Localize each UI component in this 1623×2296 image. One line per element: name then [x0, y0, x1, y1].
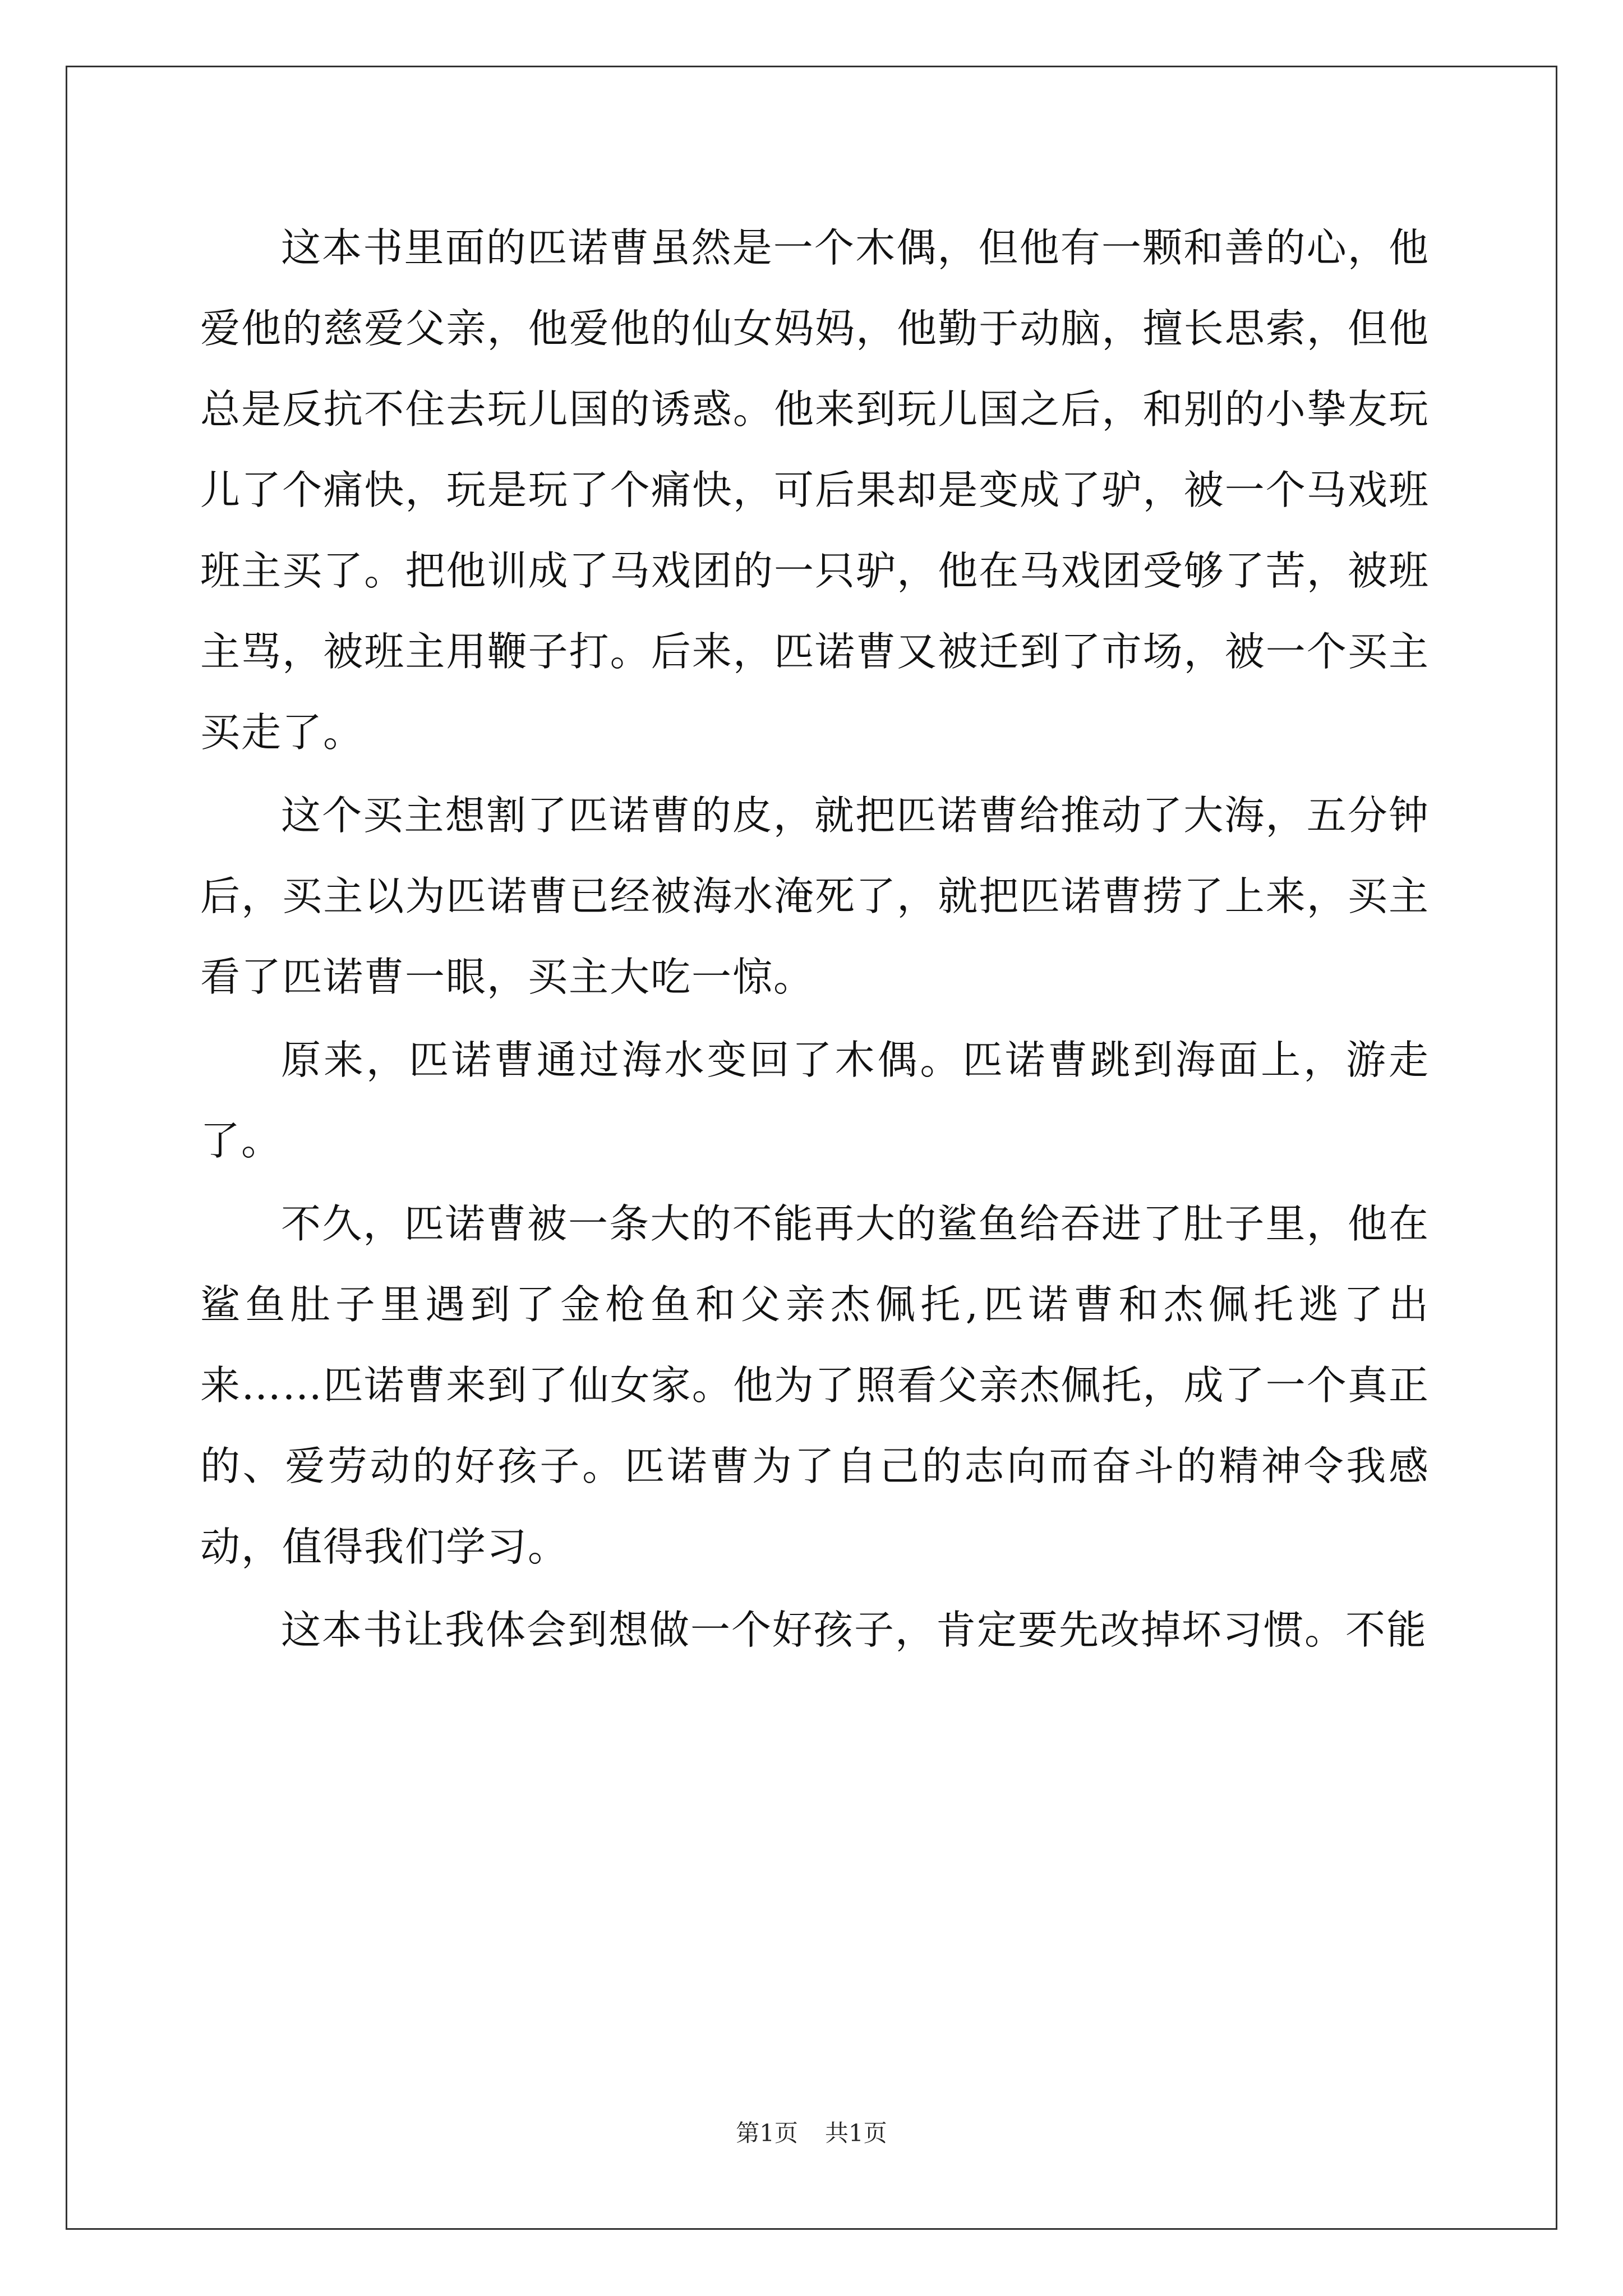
- paragraph-4: 不久，匹诺曹被一条大的不能再大的鲨鱼给吞进了肚子里，他在鲨鱼肚子里遇到了金枪鱼和父亲杰佩托,匹诺曹和杰佩托逃了出来……匹诺曹来到了仙女家。他为了照看父亲杰佩托，成了一个真正的、爱劳动的好孩子。匹诺曹为了自己的志向而奋斗的精神令我感动，值得我们学习。: [200, 1200, 1430, 1570]
- paragraph-1: 这本书里面的匹诺曹虽然是一个木偶，但他有一颗和善的心，他爱他的慈爱父亲，他爱他的仙女妈妈，他勤于动脑，擅长思索，但他总是反抗不住去玩儿国的诱惑。他来到玩儿国之后，和别的小挚友玩儿了个痛快，玩是玩了个痛快，可后果却是变成了驴，被一个马戏班班主买了。把他训成了马戏团的一只驴，他在马戏团受够了苦，被班主骂，被班主用鞭子打。后来，匹诺曹又被迁到了市场，被一个买主买走了。: [200, 224, 1430, 756]
- page-footer: [0, 2115, 1623, 2148]
- paragraph-3: 原来，匹诺曹通过海水变回了木偶。匹诺曹跳到海面上，游走了。: [200, 1037, 1430, 1164]
- paragraph-5: 这本书让我体会到想做一个好孩子，肯定要先改掉坏习惯。不能: [281, 1607, 1428, 1653]
- paragraph-2: 这个买主想割了匹诺曹的皮，就把匹诺曹给推动了大海，五分钟后，买主以为匹诺曹已经被海水淹死了，就把匹诺曹捞了上来，买主看了匹诺曹一眼，买主大吃一惊。: [200, 792, 1430, 1000]
- page-number-current: 第1页: [736, 2119, 798, 2147]
- page-number-total: 共1页: [825, 2119, 887, 2147]
- document-body: [200, 208, 1430, 1671]
